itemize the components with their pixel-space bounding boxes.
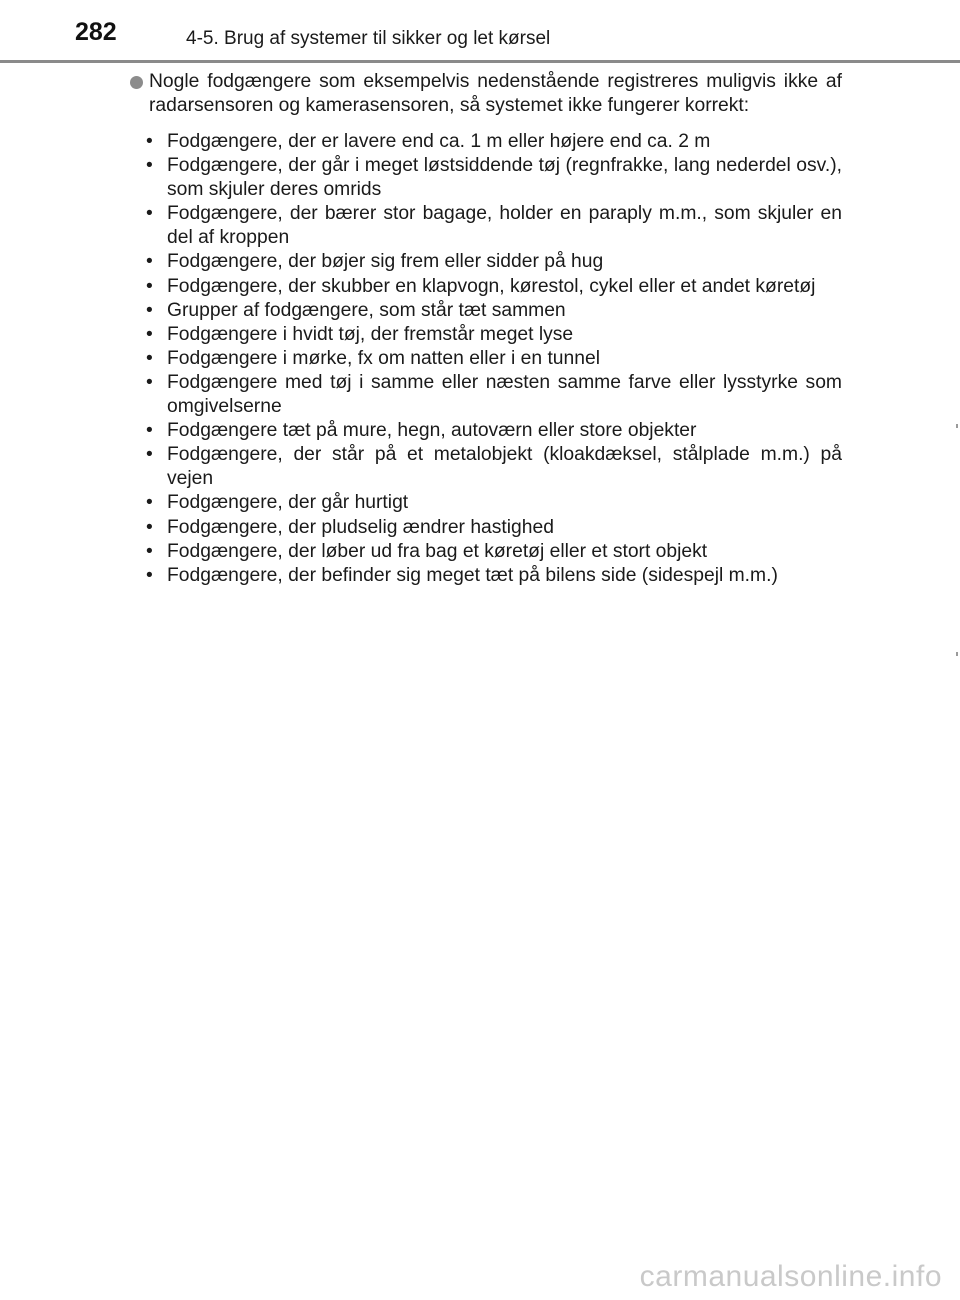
intro-paragraph <box>130 70 842 118</box>
list-item <box>146 299 842 323</box>
bullet-dot-icon: • <box>146 420 153 442</box>
list-item-text: Fodgængere, der er lavere end ca. 1 m eller højere end ca. 2 m <box>167 131 711 152</box>
list-item-text: Fodgængere, der befinder sig meget tæt på bilens side (sidespejl m.m.) <box>167 564 778 586</box>
page-number: 282 <box>75 18 117 46</box>
list-item-text: Fodgængere, der går hurtigt <box>167 492 409 514</box>
list-item <box>146 202 842 250</box>
list-item <box>146 564 842 588</box>
section-title: 4-5. Brug af systemer til sikker og let kørsel <box>186 28 551 49</box>
bullet-dot-icon: • <box>146 516 153 538</box>
list-item <box>146 347 842 371</box>
list-item <box>146 419 842 443</box>
list-item-text: Fodgængere, der bøjer sig frem eller sidder på hug <box>167 251 604 273</box>
list-item <box>146 491 842 515</box>
list-item <box>146 443 842 491</box>
bullet-dot-icon: • <box>146 251 153 273</box>
edge-tick-mark <box>956 424 958 428</box>
bullet-circle-icon <box>130 76 143 89</box>
list-item <box>146 275 842 299</box>
list-item <box>146 154 842 202</box>
bullet-dot-icon: • <box>146 371 153 393</box>
intro-text: Nogle fodgængere som eksempelvis nedenstående registreres muligvis ikke af radarsensoren og kamerasensoren, så systemet ikke fungerer korrekt: <box>149 71 842 116</box>
watermark-logo[interactable]: carmanualsonline.info <box>639 1260 942 1293</box>
bullet-dot-icon: • <box>146 155 153 177</box>
list-item-text: Fodgængere, der skubber en klapvogn, kørestol, cykel eller et andet køretøj <box>167 275 816 297</box>
list-item-text: Fodgængere i hvidt tøj, der fremstår meget lyse <box>167 323 574 345</box>
header-divider <box>0 60 960 63</box>
list-item-text: Fodgængere, der går i meget løstsiddende tøj (regnfrakke, lang nederdel osv.), som skjuler deres omrids <box>167 155 842 201</box>
bullet-dot-icon: • <box>146 275 153 297</box>
bullet-dot-icon: • <box>146 444 153 466</box>
bullet-dot-icon: • <box>146 492 153 514</box>
bullet-dot-icon: • <box>146 347 153 369</box>
bullet-dot-icon: • <box>146 564 153 586</box>
bullet-dot-icon: • <box>146 131 153 152</box>
bullet-dot-icon: • <box>146 540 153 562</box>
list-item <box>146 130 842 154</box>
bullet-dot-icon: • <box>146 323 153 345</box>
list-item-text: Fodgængere med tøj i samme eller næsten samme farve eller lysstyrke som omgivelserne <box>167 371 842 418</box>
list-item <box>146 540 842 564</box>
list-item <box>146 250 842 274</box>
list-item-text: Fodgængere tæt på mure, hegn, autoværn eller store objekter <box>167 420 697 442</box>
page-header <box>0 0 960 62</box>
pedestrian-list <box>130 130 842 588</box>
list-item-text: Fodgængere, der står på et metalobjekt (kloakdæksel, stålplade m.m.) på vejen <box>167 444 842 490</box>
list-item <box>146 371 842 419</box>
edge-tick-mark <box>956 652 958 656</box>
main-content <box>130 70 842 588</box>
list-item-text: Fodgængere i mørke, fx om natten eller i en tunnel <box>167 347 600 369</box>
list-item <box>146 323 842 347</box>
list-item <box>146 516 842 540</box>
bullet-dot-icon: • <box>146 203 153 225</box>
list-item-text: Fodgængere, der bærer stor bagage, holder en paraply m.m., som skjuler en del af kroppen <box>167 203 842 249</box>
bullet-dot-icon: • <box>146 299 153 321</box>
list-item-text: Fodgængere, der løber ud fra bag et køretøj eller et stort objekt <box>167 540 708 562</box>
list-item-text: Fodgængere, der pludselig ændrer hastighed <box>167 516 554 538</box>
list-item-text: Grupper af fodgængere, som står tæt sammen <box>167 299 566 321</box>
